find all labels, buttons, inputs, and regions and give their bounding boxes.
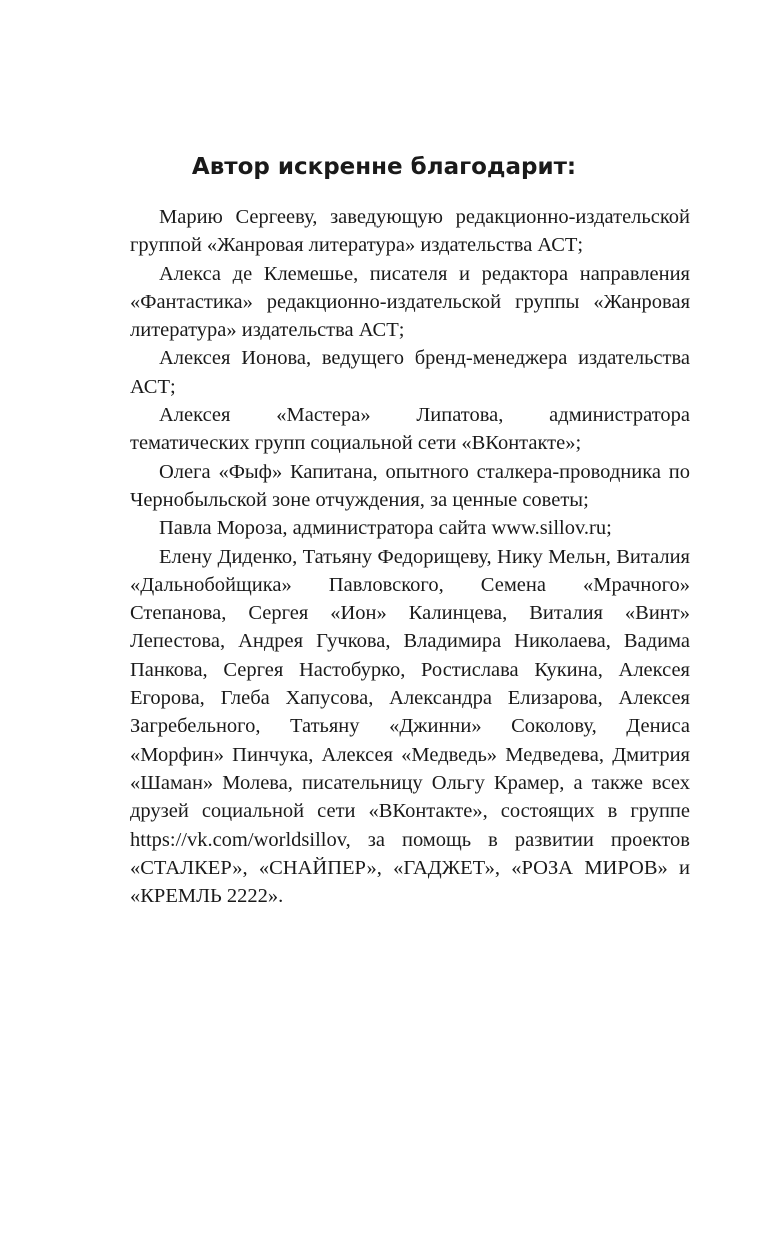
page-heading: Автор искренне благодарит: xyxy=(191,154,577,180)
paragraph: Павла Мороза, администратора сайта www.sillov.ru; xyxy=(159,517,612,540)
paragraph: Елену Диденко, Татьяну Федорищеву, Нику Мельн, Виталия «Дальнобойщика» Павловского, Семена «Мрачного» Степанова, Сергея «Ион» Калинцева, Виталия «Винт» Лепестова, Андрея Гучкова, Владимира Николаева, Вадима Панкова, Сергея Настобурко, Ростислава Кукина, Алексея Егорова, Глеба Хапусова, Александра Елизарова, Алексея Загребельного, Татьяну «Джинни» Соколову, Дениса «Морфин» Пинчука, Алексея «Медведь» Медведева, Дмитрия «Шаман» Молева, писательницу Ольгу Крамер, а также всех друзей социальной сети «ВКонтакте», состоящих в группе https://vk.com/worldsillov, за помощь в развитии проектов «СТАЛКЕР», «СНАЙПЕР», «ГАДЖЕТ», «РОЗА МИРОВ» и «КРЕМЛЬ 2222». xyxy=(130,545,690,908)
paragraph: Алексея Ионова, ведущего бренд-менеджера издательства АСТ; xyxy=(130,347,690,398)
paragraph: Алекса де Клемешье, писателя и редактора направления «Фантастика» редакционно-издательской группы «Жанровая литература» издательства АСТ; xyxy=(130,262,690,342)
paragraph: Олега «Фыф» Капитана, опытного сталкера-проводника по Чернобыльской зоне отчуждения, за ценные советы; xyxy=(130,460,690,511)
paragraph: Алексея «Мастера» Липатова, администратора тематических групп социальной сети «ВКонтакте»; xyxy=(130,404,690,455)
acknowledgements-text xyxy=(130,203,690,910)
paragraph: Марию Сергееву, заведующую редакционно-издательской группой «Жанровая литература» издательства АСТ; xyxy=(130,206,690,257)
